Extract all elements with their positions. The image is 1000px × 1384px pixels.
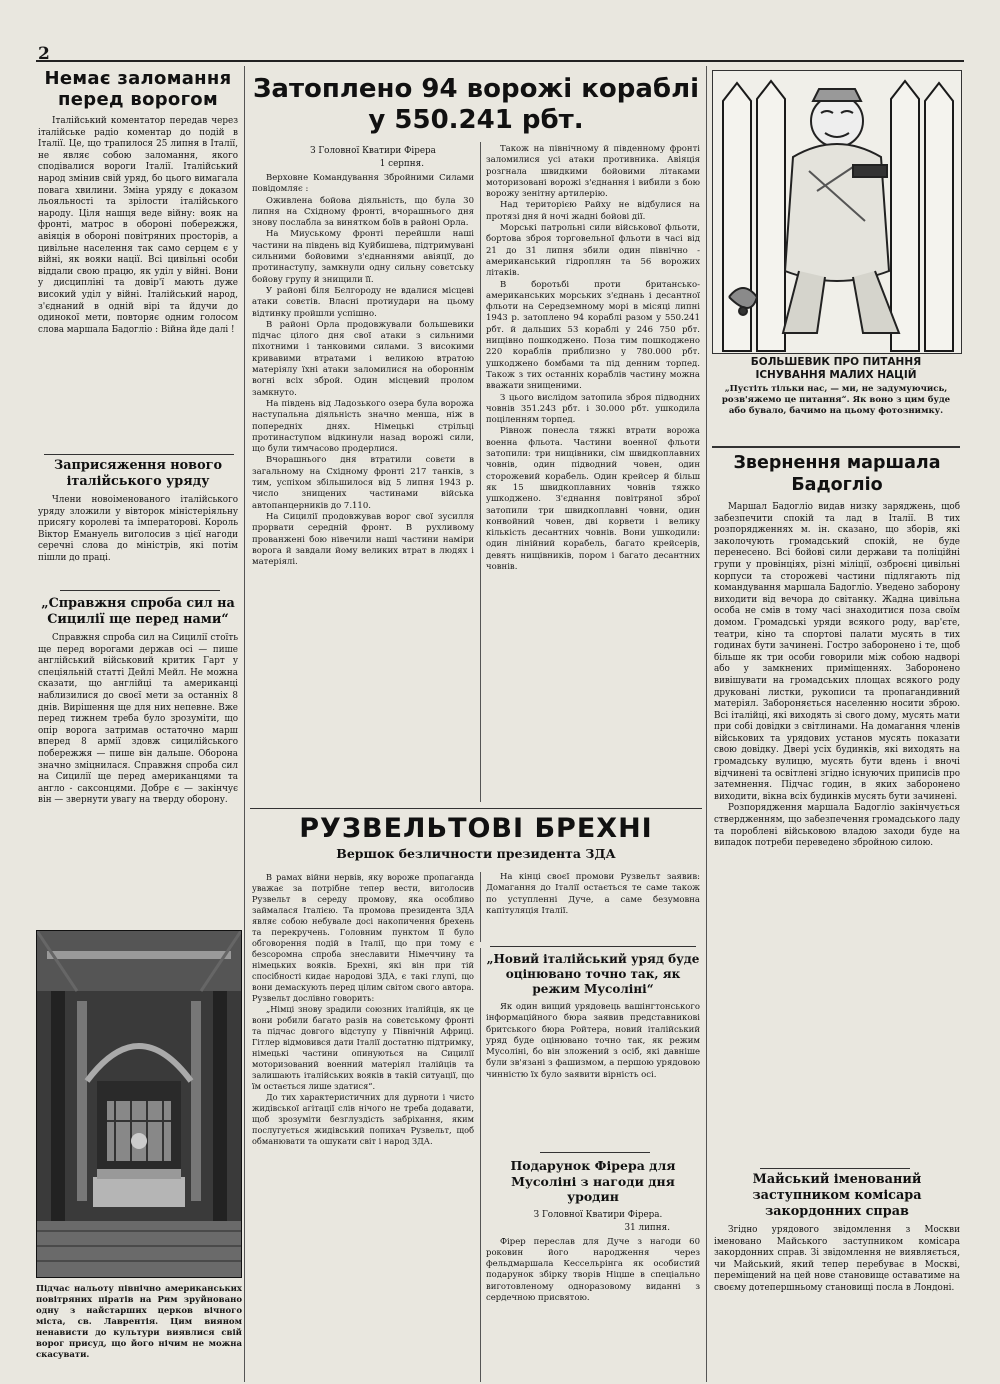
main-headline-block (250, 74, 702, 140)
paragraph: В боротьбі проти британсько-американських морських з'єднань і десантної фльоти на Середземному морі в місяці липні 1943 р. затоплено 94 кораблі разом у 550.241 рбт. й дальших 53 кораблі у 246 750 рбт. нищівно пошкоджено. Поза тим пошкоджено 220 кораблів приблизно у 780.000 рбт. ушкоджено бомбами та під денним торпед. Також з тих останніх кораблів частину можна вважати знищеними. (486, 279, 700, 392)
article-oath (38, 458, 238, 584)
article-badoglio-address (714, 452, 960, 1166)
paragraph: На кінці своєї промови Рузвельт заявив: Домагання до Італії остається те саме також по уступленні Дуче, а саме безумовна капітуляція Італії. (486, 872, 700, 916)
bolshevik-cartoon-image (713, 71, 961, 353)
dateline-2: 31 липня. (624, 1222, 670, 1233)
separator (712, 446, 960, 448)
separator (60, 590, 220, 591)
roosevelt-title: РУЗВЕЛЬТОВІ БРЕХНІ (299, 813, 653, 844)
column-rule (480, 948, 481, 1382)
cartoon-caption-quote: „Пустіть тільки нас, — ми, не задумуючись, розв'яжемо це питання“. Як воно з цим буде або бувало, бачимо на цьому фотознимку. (721, 384, 951, 416)
paragraph: Маршал Бадоглiо видав низку заряджень, щоб забезпечити спокій та лад в Італії. В тих розпорядженнях м. ін. сказано, що зборів, які заколочують громадський спокій, не буде перенесено. Всі бойові сили держави та поліційні групи у провінціях, різні міліції, озброєні цивільні корпуси та сторожеві частини підлягають під командування маршала Бадоглiо. Уведено заборону виходити від вечора до світанку. Жадна цивільна особа не смів в тому часі знаходитися поза своїм домом. Громадські уряди всякого роду, вар'єте, театри, кіно та спортові палати мусять в тих годинах бути зачинені. Гостро заборонено і те, щоб більше як три особи говорили між собою надворі або у замкнених приміщеннях. Заборонено вивішувати на громадських площах всякого роду друковані листки, рукописи та пропагандивний матеріял. Забороняється населенню носити зброю. Всі італійці, які виходять зі свого дому, мусять мати при собі довідки з світлинами. На домагання членів військових та урядових установ мусять показати свою довідку. Двері усіх будинків, які виходять на громадську вулицю, мусять бути вдень і вночі відчинені та освітлені згідно існуючих приписів про затемнення. Підчас годин, в яких заборонено виходити, вікна всіх будинків мусять бути зачинені. (714, 502, 960, 802)
paragraph: У районі біля Бєлгороду не вдалися місцеві атаки совєтів. Власні протиудари на цьому відтинку пройшли успішно. (252, 285, 474, 319)
article-title: Звернення маршала Бадоглiо (733, 453, 941, 495)
article-body: Справжня спроба сил на Сицилії стоїть ще перед ворогами держав осі — пише англійський військовий критик Гарт у спеціяльній статті Дейлі Мейл. Не можна сказати, що англійці та американці наблизилися до своєї мети за останніх 8 днів. Вирішення ще для них непевне. Вже перед тижнем треба було зрозуміти, що опір ворога затримав остаточно марш вперед 8 армії здовж сицилійського побережжя — пише він дальше. Оборона значно зміцнилася. Справжня спроба сил на Сицилії ще перед американцями та англо - саксонцями. Добре є — закінчує він — звернути увагу на тверду оборону. (38, 633, 238, 806)
column-rule (706, 66, 707, 1382)
main-headline-line1: Затоплено 94 ворожі кораблі (252, 74, 700, 104)
article-fuhrer-gift (486, 1158, 700, 1380)
paragraph: На Сицилії продовжував ворог свої зусилля прорвати середній фронт. В рухливому прованжені бою нівечили наші частини наміри ворога й завдали йому великих втрат в людях і матеріялі. (252, 511, 474, 568)
dateline-2: 1 серпня. (379, 159, 424, 169)
separator (44, 454, 234, 455)
paragraph: На південь від Ладозького озера була ворожа наступальна діяльність значно менша, ніж в попередніх днях. Німецькі стрільці протинаступом відкинули назад ворожі сили, що були тимчасово продерлися. (252, 398, 474, 455)
article-maisky (714, 1172, 960, 1380)
photo-caption: Підчас нальоту північно американських повітряних піратів на Рим зруйновано одну з найстарших церков вічного міста, св. Лаврентія. Цим вияном ненависти до культури виявлися свій ворог присуд, що його нічим не можна скасувати. (36, 1284, 242, 1360)
paragraph: До тих характеристичних для дурноти і чисто жидівської агітації слів нічого не треба додавати, щоб зрозуміти безглуздість забріхання, яким послугується жидівський попихач Рузвельт, щоб обманювати та ошукати світ і народ ЗДА. (252, 1092, 474, 1146)
top-rule (36, 60, 964, 62)
article-94-ships-col-b (486, 144, 700, 804)
article-title: Подарунок Фірера для Мусоліні з нагоди дня уродин (510, 1158, 676, 1204)
column-rule (480, 142, 481, 802)
photo-caption-block (36, 1280, 242, 1380)
main-headline (250, 74, 702, 136)
paragraph: Рівнож понесла тяжкі втрати ворожа военна фльота. Частини военної фльоти затопили: три нищівники, сім швидкоплавних човнів, один підводний човен, один сторожевий корабель. Один крейсер й більш як 15 швидкоплавних човнів тяжко ушкоджено. З'єднання повітряної зброї затопили три швидкоплавні човни, один конвойний човен, дві корвети і велику кількість десантних човнів. Вони ушкодили: один лінійний корабель, багато крейсерів, девять нищівників, пором і багато десантних човнів. (486, 426, 700, 572)
separator (760, 1168, 910, 1169)
paragraph: Також на північному й південному фронті заломилися усі атаки противника. Авіяція розгнала швидкими бойовими літаками моторизовані ворожі з'єднання і вибили з бою ворожу зенітну артилерію. (486, 144, 700, 200)
article-title: Заприсяження нового італійського уряду (54, 458, 222, 489)
paragraph: З цього вислідом затопила зброя підводних човнів 351.243 рбт. і 30.000 рбт. ушкодила поціленням торпед. (486, 392, 700, 426)
article-title: „Новий італійський уряд буде оцінювано точно так, як режим Мусоліні“ (486, 952, 700, 996)
roosevelt-header (250, 812, 702, 870)
article-body: Як один вищий урядовець вашінгтонського інформаційного бюра заявив представникові бритського бюра Ройтера, новий італійський уряд буде оцінювано точно так, як режим Мусоліні, бо він зложений з осіб, які давніше були зв'язані з фашизмом, а першою урядовою чинністю їх було заявити вірність осі. (486, 1002, 700, 1080)
column-rule (244, 66, 245, 1382)
cartoon-caption-block (712, 356, 960, 440)
article-sicily (38, 596, 238, 922)
paragraph: Морські патрольні сили військової фльоти, бортова зброя торговельної фльоти в часі від 21 до 31 липня збили один північно - американський гідроплян та 56 ворожих літаків. (486, 223, 700, 279)
roosevelt-subtitle: Вершок безличности президента ЗДА (336, 846, 616, 861)
paragraph: Розпорядження маршала Бадоглiо закінчується ствердженням, що забезпечення громадського ладу та пороблені військовою владою заходи буде на випадок потреби переведено збройною силою. (714, 803, 960, 849)
article-body: Фірер переслав для Дуче з нагоди 60 роковин його народження через фельдмаршала Кессельрінга як особистий подарунок збірку творів Ніцше в спеціально виготовленому одноразовому виданні з сердечною присвятою. (486, 1236, 700, 1303)
article-body: Італійський коментатор передав через італійське радіо коментар до подій в Італії. Це, що трапилося 25 липня в Італії, не являє собою заломання, якого сподівалися вороги Італії. Італійський народ змінив свій уряд, бо цього вимагала повага хвилини. Зміна уряду є доказом льояльності та зрілости італійського народу. Ціля нашця веде війну: вояк на фронті, матрос в обороні побережжя, авіяція в обороні повітряних просторів, а цивільне населення так само серцем є у війні, як вояки нації. Всі цивільні особи віддали свою працю, як удiл у війні. Вони у дисциплiнi та довір'ї мають дуже високий удiл у війні. Італійський народ, з'єднаний в одній вірі та йдучи до одинокої мети, повторяє одним голосом слова маршала Бадоглiо : Війна йде далі ! (38, 116, 238, 335)
paragraph: В районі Орла продовжували большевики підчас цілого дня свої атаки з сильними піхотними і танковими силами. З високими кривавими втратами і великою втратою матеріялу їхні атаки заломилися на обороннім вогні всіх зброй. Один місцевий пролом замкнуто. (252, 319, 474, 398)
paragraph: Оживлена бойова діяльність, що була 30 липня на Східному фронті, вчорашнього дня знову послабла за винятком боїв в районі Орла. (252, 195, 474, 229)
page-number: 2 (38, 44, 50, 64)
column-rule (480, 872, 481, 942)
cartoon-caption-title-2: ІСНУВАННЯ МАЛИХ НАЦІЙ (755, 369, 917, 381)
article-title: Немає заломання перед ворогом (44, 68, 232, 110)
article-body: Згідно урядового звідомлення з Москви іменовано Майського заступником комісара закордонних справ. Зі звідомлення не виявляється, чи Майський, який тепер перебуває в Москві, переміщений на цей нове становище оставатиме на своєму дотепершньому становищі посла в Лондоні. (714, 1225, 960, 1293)
article-no-collapse (38, 68, 238, 450)
cartoon-caption-title-1: БОЛЬШЕВИК ПРО ПИТАННЯ (750, 356, 922, 368)
roosevelt-article-col-b (486, 872, 700, 942)
separator (540, 1152, 650, 1153)
article-body: Члени новоіменованого італійського уряду зложили у вівторок міністеріяльну присягу королеві та імператорові. Король Віктор Емануель виголосив з цієї нагоди серечні слова до міністрів, які потім пішли до праці. (38, 495, 238, 563)
paragraph: Вчорашнього дня втратили совєти в загальному на Східному фронті 217 танків, з тим, успіхом збільшилося від 5 липня 1943 р. число знищених частинами війська автопанцерників до 7.110. (252, 455, 474, 511)
separator (490, 946, 696, 947)
article-title: „Справжня спроба сил на Сицилії ще перед нами“ (41, 596, 235, 627)
dateline-1: З Головної Кватири Фірера (310, 146, 436, 156)
article-title: Майський іменований заступником комісара закордонних справ (752, 1172, 922, 1219)
roosevelt-article-col-a (252, 872, 474, 1380)
article-94-ships-col-a (252, 144, 474, 804)
separator (250, 808, 702, 809)
church-ruins-photo (36, 930, 242, 1278)
paragraph: Над територією Райху не відбулися на протязі дня й ночі жадні бойові дії. (486, 200, 700, 222)
dateline-1: З Головної Кватири Фірера. (533, 1209, 663, 1220)
church-interior-image (37, 931, 241, 1277)
paragraph: В рамах війни нервів, яку вороже пропаганда уважає за потрібне тепер вести, виголосив Рузвельт в середу промову, яка особливо займалася Італією. Та промова президента ЗДА являє собою небувале досі накопичення брехень та перекручень. Головним пунктом її було обговорення подій в Італії, що при тому є безсоромна спроба знеславити Німеччину та німецьких вояків. Брехні, які він при тій спосібності кидає народові ЗДА, є такі глупі, що вони демаскують перед цілим світом свого автора. Рузвельт дослівно говорить: (252, 872, 474, 1003)
quote-paragraph: „Німці знову зрадили союзних італійців, як це вони робили багато разів на совєтському фронті та підчас довгого відступу у Північній Африці. Гітлер відмовився дати Італії достатню підтримку, німецькі частини опинуються на Сицилії моторизований военний матеріял італійців та залишають італійських вояків в такій ситуації, що їм остається лише здатися“. (252, 1004, 474, 1091)
main-headline-line2: у 550.241 рбт. (368, 105, 584, 135)
paragraph: На Миуському фронті перейшли наші частини на південь від Куйбишева, підтримувані сильними бойовими з'єднаннями авіяції, до протинаступу, замкнули одну сильну совєтську бойову групу й знищили її. (252, 229, 474, 285)
article-new-italian-govt (486, 952, 700, 1148)
paragraph: Верховне Командування Збройними Силами повідомляє : (252, 173, 474, 195)
cartoon-frame (712, 70, 962, 354)
